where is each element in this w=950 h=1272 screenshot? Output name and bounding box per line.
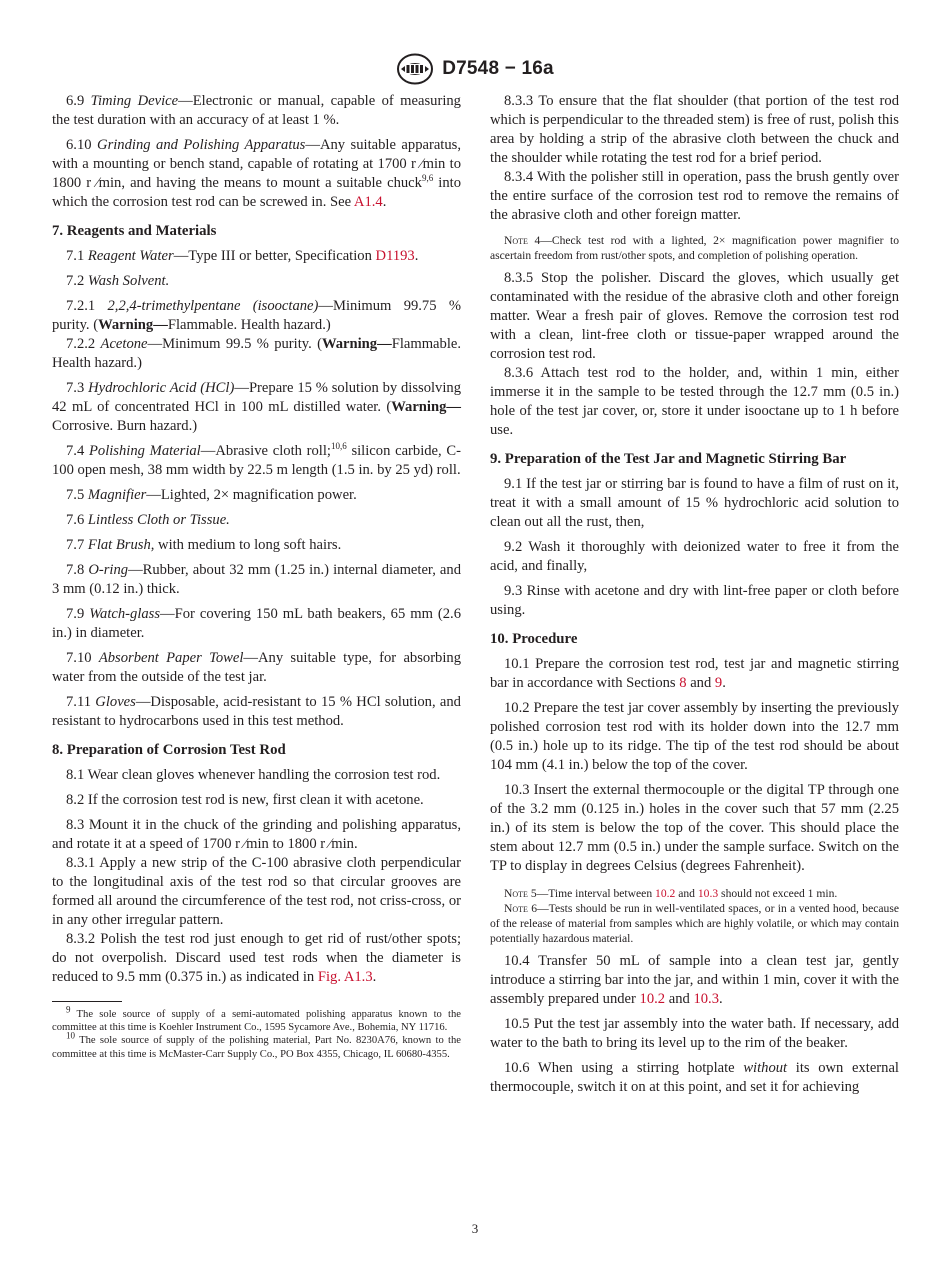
section-8-3-3: 8.3.3 To ensure that the flat shoulder (that portion of the test rod which is perpendicular to the threaded stem) is free of rust, polish this area by holding a strip of the abrasive cloth between the chuck and the shoulder while rotating the test rod for a brief period. [490,93,899,166]
section-7-4: 7.4 Polishing Material—Abrasive cloth roll;$^{10,6}$ silicon carbide, C-100 open mesh, 38 mm width by 22.5 m length (1.5 in. by 25 yd) roll. [52,441,461,478]
section-7-7: 7.7 Flat Brush, with medium to long soft hairs. [66,537,342,553]
section-7-5: 7.5 Magnifier—Lighted, 2× magnification power. [66,487,357,503]
section-10-3: 10.3 Insert the external thermocouple or the digital TP through one of the 3.2 mm (0.125 in.) holes in the cover such that 57 mm (2.25 in.) of its stem is below the top of the cover. This should place the stem about 12.7 mm (0.5 in.) under the sample surface. Switch on the TP to display in degrees Celsius (degrees Fahrenheit). [490,782,899,874]
footnote-divider [52,1001,122,1002]
link-10-3-ref[interactable]: 10.3 [693,991,719,1007]
link-section-9[interactable]: 9 [714,675,723,691]
section-8-3-6: 8.3.6 Attach test rod to the holder, and, within 1 min, either immerse it in the sample to be tested through the 12.7 mm (0.5 in.) hole of the test jar cover, or, store it under isooctane up to 1 h before use. [490,365,899,438]
section-7-2-2: 7.2.2 Acetone—Minimum 99.5 % purity. (Warning—Flammable. Health hazard.) [52,336,462,371]
heading-section-7: 7. Reagents and Materials [52,223,217,239]
section-7-11: 7.11 Gloves—Disposable, acid-resistant to 15 % HCl solution, and resistant to hydrocarbons used in this test method. [52,694,461,729]
section-7-10: 7.10 Absorbent Paper Towel—Any suitable type, for absorbing water from the outside of the test jar. [52,650,462,685]
page-header [0,52,950,86]
section-8-3-2: 8.3.2 Polish the test rod just enough to get rid of rust/other spots; do not overpolish. Discard used test rods when the diameter is reduced to 9.5 mm (0.375 in.) as indicated in Fig. A1.3. [52,931,461,985]
section-6-10: 6.10 Grinding and Polishing Apparatus—Any suitable apparatus, with a mounting or bench stand, capable of rotating at 1700 r ⁄min to 1800 r ⁄min, and having the means to mount a suitable chuck$^{9,6}$ into which the corrosion test rod can be screwed in. See A1.4. [52,137,461,210]
heading-section-10: 10. Procedure [490,631,578,647]
note-5: Note 5—Time interval between 10.2 and 10.3 should not exceed 1 min. [504,887,838,900]
heading-section-9: 9. Preparation of the Test Jar and Magnetic Stirring Bar [490,451,847,467]
section-10-1: 10.1 Prepare the corrosion test rod, test jar and magnetic stirring bar in accordance with Sections 8 and 9. [490,656,899,691]
section-8-3-4: 8.3.4 With the polisher still in operation, pass the brush gently over the entire surface of the corrosion test rod to remove the remains of the abrasive cloth and other foreign matter. [490,169,899,223]
note-4: Note 4—Check test rod with a lighted, 2× magnification power magnifier to ascertain freedom from rust/other spots, and completion of polishing operation. [490,234,900,262]
section-8-1: 8.1 Wear clean gloves whenever handling the corrosion test rod. [66,767,441,783]
section-10-2: 10.2 Prepare the test jar cover assembly by inserting the previously polished corrosion test rod with its holder down into the 12.7 mm (0.5 in.) hole up to its ridge. The tip of the test rod should be about 104 mm (4.1 in.) below the top of the cover. [490,700,899,773]
heading-section-8: 8. Preparation of Corrosion Test Rod [52,742,286,758]
section-8-3-5: 8.3.5 Stop the polisher. Discard the gloves, which usually get contaminated with the residue of the abrasive cloth and other foreign matter. Wear a fresh pair of gloves. Remove the corrosion test rod with a clean, lint-free cloth or tissue-paper wrapped around the corrosion test rod. [490,270,899,362]
section-9-2: 9.2 Wash it thoroughly with deionized water to free it from the acid, and finally, [490,539,899,574]
section-7-1: 7.1 Reagent Water—Type III or better, Specification D1193. [66,248,419,264]
section-7-6: 7.6 Lintless Cloth or Tissue. [66,512,230,528]
footnote-9: $^9$ The sole source of supply of a semi-automated polishing apparatus known to the committee at this time is Koehler Instrument Co., 1595 Sycamore Ave., Bohemia, NY 11716. [52,1004,461,1034]
section-10-5: 10.5 Put the test jar assembly into the water bath. If necessary, add water to the bath to bring its level up to the rim of the beaker. [490,1016,899,1051]
section-7-3: 7.3 Hydrochloric Acid (HCl)—Prepare 15 % solution by dissolving 42 mL of concentrated HCl in 100 mL distilled water. (Warning—Corrosive. Burn hazard.) [52,380,461,434]
page-number: 3 [471,1221,479,1236]
link-a1-4[interactable]: A1.4 [353,194,383,210]
section-10-6: 10.6 When using a stirring hotplate without its own external thermocouple, switch it on at this point, and set it for achieving [490,1060,899,1095]
section-9-1: 9.1 If the test jar or stirring bar is found to have a film of rust on it, treat it with a small amount of 15 % hydrochloric acid solution to clean out all the rust, then, [490,476,899,530]
section-7-9: 7.9 Watch-glass—For covering 150 mL bath beakers, 65 mm (2.6 in.) in diameter. [52,606,461,641]
section-8-2: 8.2 If the corrosion test rod is new, first clean it with acetone. [66,792,424,808]
section-7-8: 7.8 O-ring—Rubber, about 32 mm (1.25 in.) internal diameter, and 3 mm (0.12 in.) thick. [52,562,461,597]
section-8-3-1: 8.3.1 Apply a new strip of the C-100 abrasive cloth perpendicular to the longitudinal axis of the test rod so that circular grooves are formed all around the circumference of the test rod, not criss-cross, or in any other irregular pattern. [52,855,461,928]
link-fig-a1-3[interactable]: Fig. A1.3 [317,969,373,985]
section-7-2-1: 7.2.1 2,2,4-trimethylpentane (isooctane)—Minimum 99.75 % purity. (Warning—Flammable. Health hazard.) [52,298,461,333]
link-section-8[interactable]: 8 [679,675,687,691]
right-column [490,92,899,1103]
astm-logo-icon [396,53,434,85]
link-10-2[interactable]: 10.2 [655,887,676,900]
section-7-2: 7.2 Wash Solvent. [66,273,170,289]
left-column [52,92,461,1061]
section-10-4: 10.4 Transfer 50 mL of sample into a clean test jar, gently introduce a stirring bar into the jar, and within 1 min, cover it with the assembly prepared under 10.2 and 10.3. [490,953,899,1007]
note-6: Note 6—Tests should be run in well-ventilated spaces, or in a vented hood, because of the release of material from samples which are highly volatile, or which may contain potentially hazardous material. [490,902,899,945]
document-number: D7548 − 16a [442,58,554,79]
section-9-3: 9.3 Rinse with acetone and dry with lint-free paper or cloth before using. [490,583,899,618]
link-10-2-ref[interactable]: 10.2 [639,991,666,1007]
link-10-3[interactable]: 10.3 [697,887,719,900]
footnote-10: $^{10}$ The sole source of supply of the polishing material, Part No. 8230A76, known to the committee at this time is McMaster-Carr Supply Co., PO Box 4355, Chicago, IL 60680-4355. [52,1030,461,1060]
section-6-9: 6.9 Timing Device—Electronic or manual, capable of measuring the test duration with an accuracy of at least 1 %. [52,93,461,128]
section-8-3: 8.3 Mount it in the chuck of the grinding and polishing apparatus, and rotate it at a speed of 1700 r ⁄min to 1800 r ⁄min. [52,817,461,852]
link-d1193[interactable]: D1193 [375,248,415,264]
